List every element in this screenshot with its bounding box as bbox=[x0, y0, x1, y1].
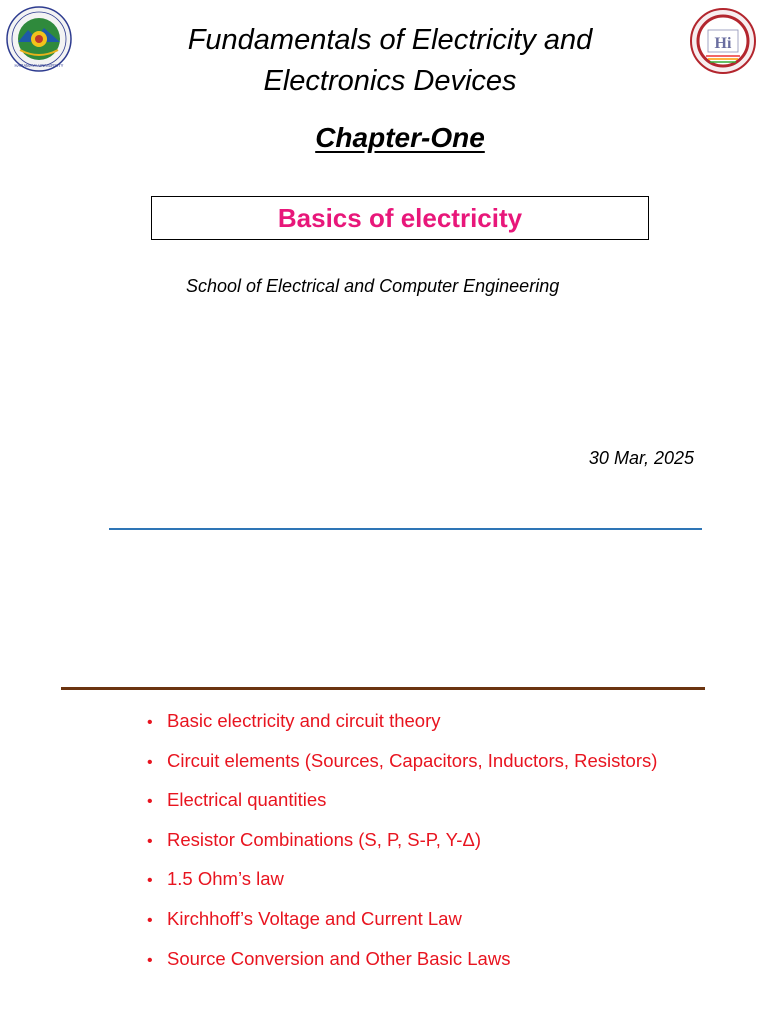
outline-item-label: Resistor Combinations (S, P, S-P, Y-Δ) bbox=[167, 828, 481, 850]
institute-seal-caption: Hi bbox=[714, 35, 732, 52]
university-seal-caption: HARAMAYA UNIVERSITY bbox=[14, 63, 64, 68]
brown-divider bbox=[61, 687, 705, 690]
document-date: 30 Mar, 2025 bbox=[588, 448, 694, 468]
outline-item-label: Electrical quantities bbox=[167, 789, 327, 811]
bullet-icon: • bbox=[147, 911, 153, 929]
blue-divider bbox=[109, 528, 702, 530]
bullet-icon: • bbox=[147, 872, 153, 890]
outline-item-label: Circuit elements (Sources, Capacitors, Inductors, Resistors) bbox=[167, 749, 658, 771]
outline-item-label: Kirchhoff’s Voltage and Current Law bbox=[167, 907, 462, 929]
chapter-heading: Chapter-One bbox=[315, 122, 485, 153]
university-seal-logo bbox=[6, 6, 72, 72]
title-line-1: Fundamentals of Electricity and bbox=[187, 24, 593, 56]
institute-seal-logo bbox=[690, 8, 756, 74]
outline-item-label: Source Conversion and Other Basic Laws bbox=[167, 947, 511, 969]
topic-title: Basics of electricity bbox=[277, 202, 523, 233]
outline-item bbox=[147, 948, 657, 988]
outline-item bbox=[147, 868, 657, 908]
outline-item bbox=[147, 710, 657, 750]
bullet-icon: • bbox=[147, 714, 153, 731]
outline-item bbox=[147, 829, 657, 869]
title-line-2: Electronics Devices bbox=[263, 65, 517, 97]
outline-item bbox=[147, 789, 657, 829]
bullet-icon: • bbox=[147, 793, 153, 811]
topic-box bbox=[151, 196, 649, 240]
bullet-icon: • bbox=[147, 951, 153, 969]
bullet-icon: • bbox=[147, 832, 153, 850]
outline-item bbox=[147, 908, 657, 948]
document-title bbox=[100, 20, 680, 102]
outline-item-label: 1.5 Ohm’s law bbox=[167, 868, 284, 890]
outline-item-label: Basic electricity and circuit theory bbox=[167, 710, 441, 731]
outline-item bbox=[147, 750, 657, 790]
bullet-icon: • bbox=[147, 753, 153, 771]
outline-list bbox=[147, 710, 657, 987]
school-name: School of Electrical and Computer Engineering bbox=[186, 276, 560, 296]
